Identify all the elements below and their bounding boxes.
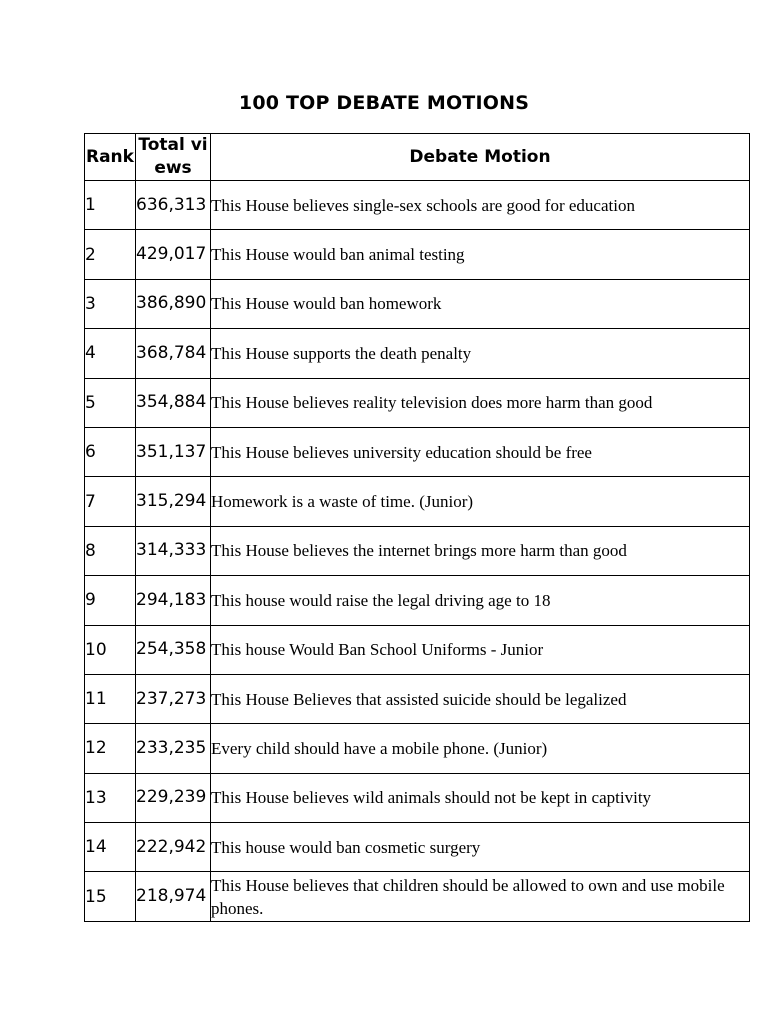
motion-cell: This House believes that children should be allowed to own and use mobile phones. [211, 872, 750, 921]
rank-cell: 7 [85, 477, 136, 526]
table-row [85, 872, 750, 921]
rank-cell: 4 [85, 329, 136, 378]
table-row [85, 526, 750, 575]
rank-cell: 11 [85, 674, 136, 723]
page-title: 100 TOP DEBATE MOTIONS [238, 92, 530, 114]
table-row [85, 823, 750, 872]
rank-cell: 1 [85, 181, 136, 230]
header-rank: Rank [85, 134, 136, 181]
views-cell: 294,183 [136, 576, 211, 625]
motion-cell: This House supports the death penalty [211, 329, 750, 378]
rank-cell: 14 [85, 823, 136, 872]
motion-cell: This House believes reality television does more harm than good [211, 378, 750, 427]
rank-cell: 9 [85, 576, 136, 625]
motion-cell: This House believes single-sex schools are good for education [211, 181, 750, 230]
views-cell: 218,974 [136, 872, 211, 921]
header-debate-motion: Debate Motion [211, 134, 750, 181]
rank-cell: 6 [85, 427, 136, 476]
table-row [85, 230, 750, 279]
rank-cell: 15 [85, 872, 136, 921]
table-row [85, 427, 750, 476]
views-cell: 222,942 [136, 823, 211, 872]
debate-motions-table [84, 133, 750, 922]
table-row [85, 378, 750, 427]
motion-cell: Homework is a waste of time. (Junior) [211, 477, 750, 526]
rank-cell: 2 [85, 230, 136, 279]
table-row [85, 329, 750, 378]
table-header-row [85, 134, 750, 181]
views-cell: 233,235 [136, 724, 211, 773]
views-cell: 254,358 [136, 625, 211, 674]
motion-cell: This house Would Ban School Uniforms - Junior [211, 625, 750, 674]
rank-cell: 3 [85, 279, 136, 328]
views-cell: 351,137 [136, 427, 211, 476]
table-row [85, 724, 750, 773]
motion-cell: This House believes university education should be free [211, 427, 750, 476]
views-cell: 354,884 [136, 378, 211, 427]
views-cell: 314,333 [136, 526, 211, 575]
rank-cell: 5 [85, 378, 136, 427]
views-cell: 237,273 [136, 674, 211, 723]
motion-cell: This House would ban animal testing [211, 230, 750, 279]
rank-cell: 12 [85, 724, 136, 773]
motion-cell: This house would raise the legal driving age to 18 [211, 576, 750, 625]
rank-cell: 10 [85, 625, 136, 674]
header-total-views: Total views [136, 134, 211, 181]
rank-cell: 13 [85, 773, 136, 822]
table-row [85, 279, 750, 328]
table-row [85, 576, 750, 625]
motion-cell: This House believes the internet brings more harm than good [211, 526, 750, 575]
table-row [85, 181, 750, 230]
table-row [85, 773, 750, 822]
motion-cell: This House Believes that assisted suicide should be legalized [211, 674, 750, 723]
motion-cell: This House believes wild animals should not be kept in captivity [211, 773, 750, 822]
views-cell: 386,890 [136, 279, 211, 328]
views-cell: 229,239 [136, 773, 211, 822]
views-cell: 429,017 [136, 230, 211, 279]
table-row [85, 477, 750, 526]
views-cell: 636,313 [136, 181, 211, 230]
table-row [85, 674, 750, 723]
rank-cell: 8 [85, 526, 136, 575]
table-row [85, 625, 750, 674]
motion-cell: Every child should have a mobile phone. (Junior) [211, 724, 750, 773]
motion-cell: This House would ban homework [211, 279, 750, 328]
views-cell: 315,294 [136, 477, 211, 526]
motion-cell: This house would ban cosmetic surgery [211, 823, 750, 872]
views-cell: 368,784 [136, 329, 211, 378]
